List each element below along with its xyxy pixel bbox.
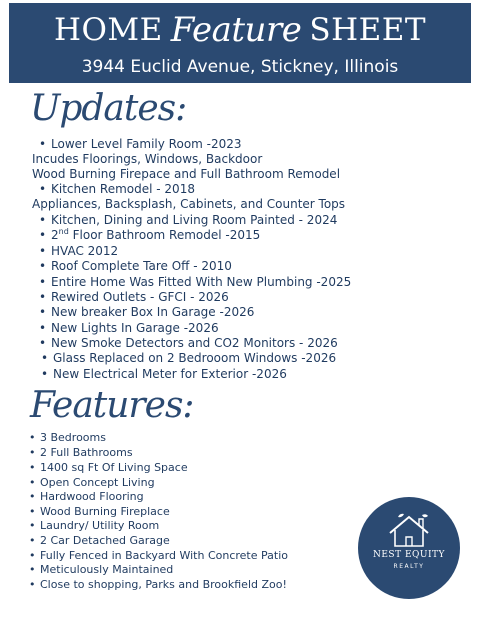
update-detail: Appliances, Backsplash, Cabinets, and Counter Tops <box>32 197 346 211</box>
update-item: • Kitchen Remodel - 2018 <box>51 182 195 197</box>
update-item: • Kitchen, Dining and Living Room Painted - 2024 <box>51 213 337 228</box>
feature-item: • Fully Fenced in Backyard With Concrete Patio <box>40 548 288 563</box>
feature-item: • 3 Bedrooms <box>40 430 106 445</box>
update-item: • Entire Home Was Fitted With New Plumbing -2025 <box>51 275 351 290</box>
update-item: • New Electrical Meter for Exterior -2026 <box>53 367 287 382</box>
page-title <box>9 9 471 51</box>
feature-item: • 2 Car Detached Garage <box>40 533 170 548</box>
update-item: • New Smoke Detectors and CO2 Monitors - 2026 <box>51 336 338 351</box>
update-text: Floor Bathroom Remodel -2015 <box>68 228 261 242</box>
property-address: 3944 Euclid Avenue, Stickney, Illinois <box>81 57 399 77</box>
update-item: • Lower Level Family Room -2023 <box>51 137 242 152</box>
update-detail: Wood Burning Firepace and Full Bathroom Remodel <box>32 167 341 181</box>
update-item: • Rewired Outlets - GFCI - 2026 <box>51 290 229 305</box>
house-icon <box>384 513 434 549</box>
ordinal-number: 2 <box>51 228 59 242</box>
update-item: • New breaker Box In Garage -2026 <box>51 305 254 320</box>
update-item: • HVAC 2012 <box>51 244 118 259</box>
update-item: • Glass Replaced on 2 Bedrooom Windows -2026 <box>53 351 336 366</box>
title-sheet: SHEET <box>309 12 427 48</box>
feature-item: • Wood Burning Fireplace <box>40 504 170 519</box>
update-item: • New Lights In Garage -2026 <box>51 321 219 336</box>
feature-item: • 2 Full Bathrooms <box>40 445 133 460</box>
feature-item: • Laundry/ Utility Room <box>40 518 159 533</box>
update-detail: Incudes Floorings, Windows, Backdoor <box>32 152 263 166</box>
updates-heading: Updates: <box>30 88 187 129</box>
feature-item: • Meticulously Maintained <box>40 562 173 577</box>
feature-item: • Hardwood Flooring <box>40 489 144 504</box>
update-item: • Roof Complete Tare Off - 2010 <box>51 259 232 274</box>
header-banner <box>9 3 471 83</box>
feature-item: • Open Concept Living <box>40 475 155 490</box>
feature-item: • 1400 sq Ft Of Living Space <box>40 460 188 475</box>
update-item <box>51 228 260 243</box>
logo-subtitle: REALTY <box>393 563 425 570</box>
features-heading: Features: <box>30 385 194 426</box>
ordinal-suffix: nd <box>58 227 69 236</box>
feature-item: • Close to shopping, Parks and Brookfield Zoo! <box>40 577 287 592</box>
title-feature: Feature <box>170 10 302 50</box>
title-home: HOME <box>53 12 163 48</box>
company-logo <box>358 497 460 599</box>
logo-name: NEST EQUITY <box>372 550 445 560</box>
